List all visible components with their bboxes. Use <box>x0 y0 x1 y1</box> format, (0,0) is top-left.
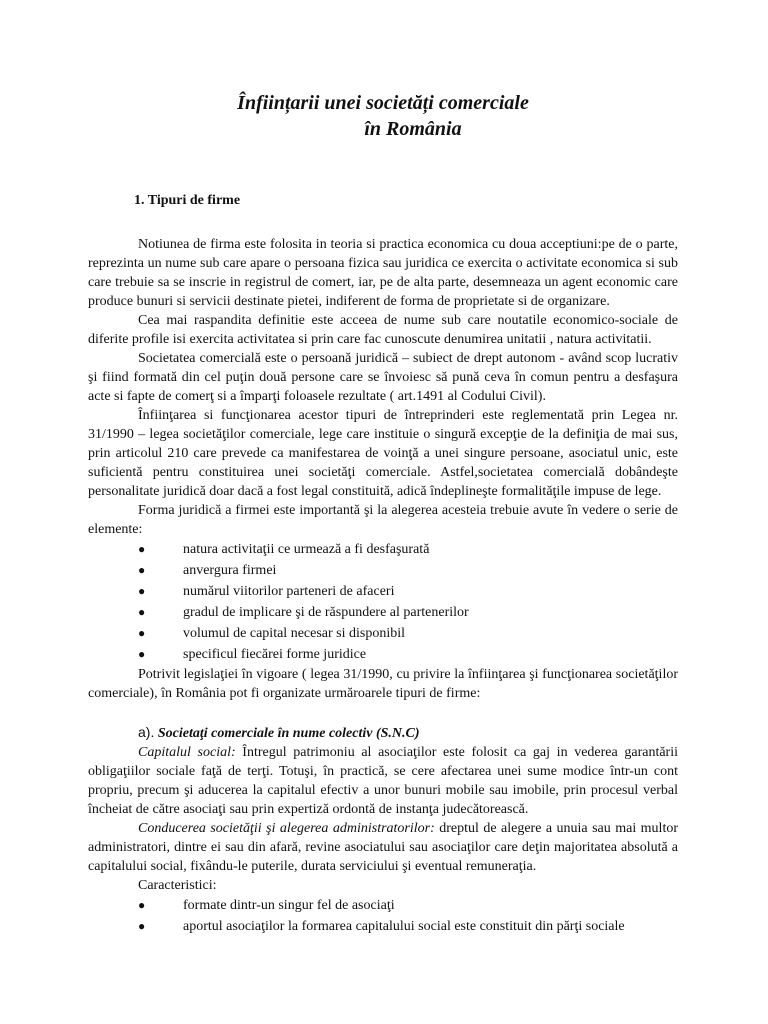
capital-label: Capitalul social: <box>138 745 236 760</box>
list-item: ● specificul fiecărei forme juridice <box>88 644 678 665</box>
bullet-icon: ● <box>138 584 146 598</box>
elements-list <box>88 539 678 665</box>
document-title <box>88 90 678 142</box>
list-item: ● gradul de implicare şi de răspundere al partenerilor <box>88 602 678 623</box>
list-item: ● numărul viitorilor parteneri de afaceri <box>88 581 678 602</box>
document-body <box>88 90 678 937</box>
list-item: ● anvergura firmei <box>88 560 678 581</box>
bullet-icon: ● <box>138 898 146 912</box>
bullet-icon: ● <box>138 647 146 661</box>
caracteristici-label: Caracteristici: <box>138 878 217 893</box>
bullet-icon: ● <box>138 919 146 933</box>
subsection-title: Societaţi comerciale în nume colectiv (S.N.C) <box>157 726 420 741</box>
list-item: ● natura activitaţii ce urmează a fi desfaşurată <box>88 539 678 560</box>
subsection-letter: a). <box>138 724 155 740</box>
bullet-icon: ● <box>138 542 146 556</box>
paragraph-definition: Cea mai raspandita definitie este acceea de nume sub care noutatile economico-sociale de diferite profile isi exercita activitatea si prin care fac cunoscute denumirea unitatii , natura activitatii. <box>88 313 678 347</box>
bullet-icon: ● <box>138 605 146 619</box>
list-item: ● volumul de capital necesar si disponibil <box>88 623 678 644</box>
paragraph-law-31-1990: Înfiinţarea si funcţionarea acestor tipuri de întreprinderi este reglementată prin Legea nr. 31/1990 – legea societăţilor comerciale, lege care instituie o singură excepţie de la definiţia de mai sus, prin articolul 210 care prevede ca manifestarea de voinţă a unei singure persoane, asociatul unic, este suficientă pentru constituirea unei societăţi comerciale. Astfel,societatea comercială dobândeşte personalitate juridică doar dacă a fost legal constituită, adică îndeplineşte formalităţile impuse de lege. <box>88 408 678 499</box>
paragraph-firm-types: Potrivit legislaţiei în vigoare ( legea 31/1990, cu privire la înfiinţarea şi funcţionarea societăţilor comerciale), în România pot fi organizate urmăroarele tipuri de firme: <box>88 667 678 701</box>
paragraph-legal-form: Forma juridică a firmei este importantă şi la alegerea acesteia trebuie avute în vedere o serie de elemente: <box>88 503 678 537</box>
paragraph-commercial-company: Societatea comercială este o persoană juridică – subiect de drept autonom - având scop lucrativ şi fiind formată din cel puţin două persone care se învoiesc să pună ceva în comun pentru a desfaşura acte si fapte de comerţ si a împarţi foloasele rezultate ( art.1491 al Codului Civil). <box>88 351 678 404</box>
bullet-icon: ● <box>138 563 146 577</box>
list-item: ● formate dintr-un singur fel de asociaţi <box>88 895 678 916</box>
conducere-label: Conducerea societăţii şi alegerea administratorilor: <box>138 821 435 836</box>
list-item: ● aportul asociaţilor la formarea capitalului social este constituit din părţi sociale <box>88 916 678 937</box>
capital-text: Întregul patrimoniu al asociaţilor este folosit ca gaj in vederea garantării obligaţiilor sociale faţă de terţi. Totuşi, în practică, se cere afectarea unei sume modice într-un cont propriu, precum şi aducerea la capitalul efectiv a unor bunuri mobile sau imobile, prin procesul verbal încheiat de către asociaţi sau prin expertiză ordontă de instanţa judecătorească. <box>88 745 679 817</box>
paragraph-firm-notion: Notiunea de firma este folosita in teoria si practica economica cu doua acceptiuni:pe de o parte, reprezinta un nume sub care apare o persoana fizica sau juridica ce exercita o activitate economica si sub care trebuie sa se inscrie in registrul de comert, iar, pe de alta parte, desemneaza un agent economic care produce bunuri si servicii destinate pietei, indiferent de forma de proprietate si de organizare. <box>88 237 678 309</box>
caracteristici-list <box>88 895 678 937</box>
title-line-2: în România <box>364 118 462 140</box>
subsection-a-heading <box>88 723 678 743</box>
paragraph-capital-social <box>88 743 678 819</box>
bullet-icon: ● <box>138 626 146 640</box>
conducere-text: dreptul de alegere a unuia sau mai multor administratori, dintre ei sau din afară, revine asociatului sau asociaţilor care deţin majoritatea absolută a capitalului social, fixându-le puterile, durata serviciului şi eventual remuneraţia. <box>88 821 678 874</box>
paragraph-conducere <box>88 819 678 876</box>
title-line-1: Înființarii unei societăți comerciale <box>237 92 529 114</box>
section-1-heading: 1. Tipuri de firme <box>134 193 241 208</box>
